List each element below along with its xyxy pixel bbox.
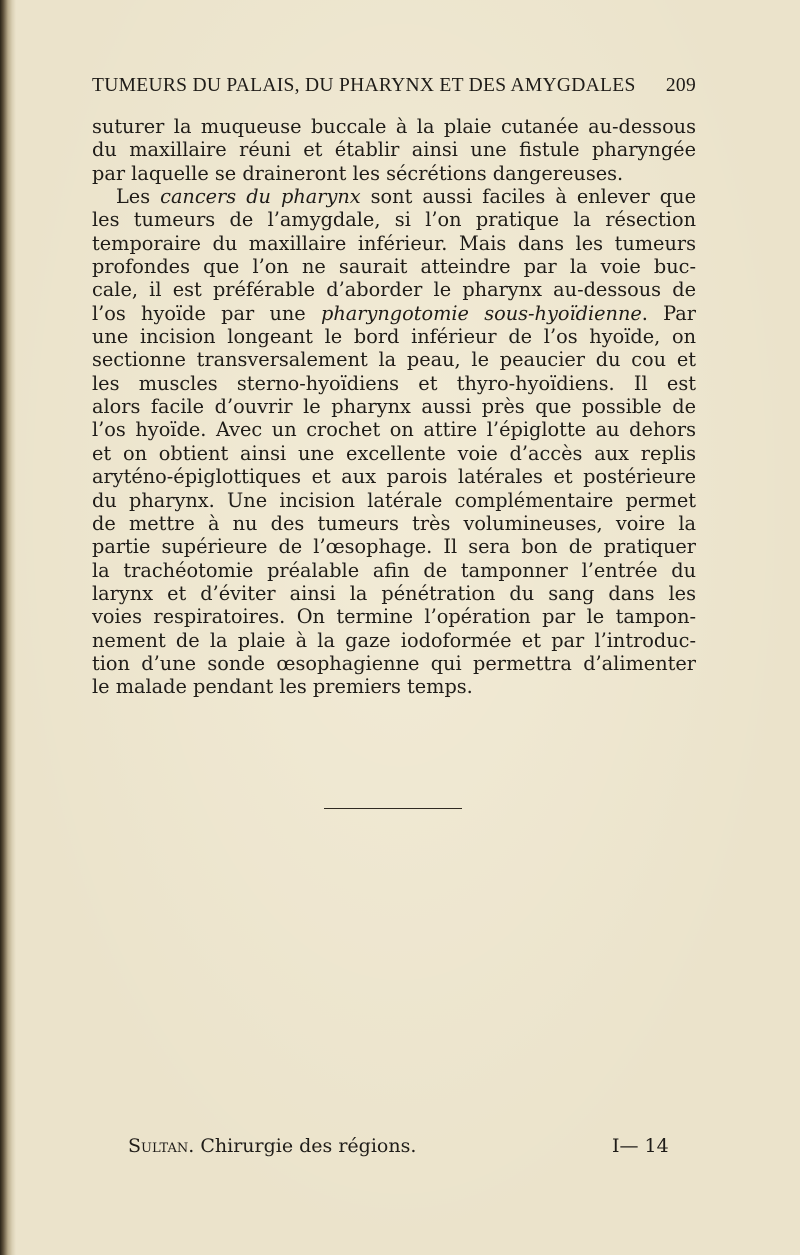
body-text [92, 115, 696, 699]
italic-term: pharyngotomie sous-hyoïdienne [320, 301, 642, 325]
page-number: 209 [665, 75, 696, 96]
text-line: par laquelle se draineront les sécrétions dangereuses. [92, 161, 624, 185]
text-line: alors facile d’ouvrir le pharynx aussi près que possible de [92, 395, 696, 419]
text-line: les muscles sterno-hyoïdiens et thyro-hyoïdiens. Il est [92, 371, 696, 395]
text-line: sectionne transversalement la peau, le peaucier du cou et [92, 348, 696, 372]
text-line: du maxillaire réuni et établir ainsi une fistule pharyngée [92, 138, 696, 162]
footer-signature-line [128, 1134, 416, 1158]
text-line: profondes que l’on ne saurait atteindre par la voie buc- [92, 255, 696, 279]
text-line: nement de la plaie à la gaze iodoformée et par l’introduc- [92, 628, 696, 652]
text-line: temporaire du maxillaire inférieur. Mais dans les tumeurs [92, 231, 696, 255]
text-line: voies respiratoires. On termine l’opération par le tampon- [92, 605, 696, 629]
text-line: la trachéotomie préalable afin de tamponner l’entrée du [92, 558, 696, 582]
page-binding-edge [0, 0, 16, 1255]
text-line: le malade pendant les premiers temps. [92, 675, 473, 699]
text-line: aryténo-épiglottiques et aux parois latérales et postérieure [92, 465, 696, 489]
running-head [92, 74, 696, 98]
text-line: et on obtient ainsi une excellente voie d’accès aux replis [92, 441, 696, 465]
text-line: du pharynx. Une incision latérale complémentaire permet [92, 488, 696, 512]
text-line: une incision longeant le bord inférieur de l’os hyoïde, on [92, 325, 696, 349]
sheet-signature: I— 14 [612, 1135, 669, 1157]
footer-book-title: Chirurgie des régions. [200, 1135, 417, 1157]
section-end-rule [324, 808, 462, 809]
text-line: de mettre à nu des tumeurs très volumineuses, voire la [92, 511, 696, 535]
text-line: l’os hyoïde par une pharyngotomie sous-hyoïdienne. Par [92, 301, 696, 325]
text-line: partie supérieure de l’œsophage. Il sera bon de pratiquer [92, 535, 696, 559]
text-line: les tumeurs de l’amygdale, si l’on pratique la résection [92, 208, 696, 232]
footer-author: Sultan. [128, 1135, 195, 1157]
paragraph-start-line: Les cancers du pharynx sont aussi faciles à enlever que [116, 185, 696, 209]
text-line: larynx et d’éviter ainsi la pénétration du sang dans les [92, 581, 696, 605]
text-line: tion d’une sonde œsophagienne qui permettra d’alimenter [92, 651, 696, 675]
running-head-title: TUMEURS DU PALAIS, DU PHARYNX ET DES AMYGDALES [92, 75, 636, 96]
text-line: suturer la muqueuse buccale à la plaie cutanée au-dessous [92, 115, 696, 138]
text-line: l’os hyoïde. Avec un crochet on attire l’épiglotte au dehors [92, 418, 696, 442]
text-line: cale, il est préférable d’aborder le pharynx au-dessous de [92, 278, 696, 302]
italic-term: cancers du pharynx [160, 185, 361, 209]
